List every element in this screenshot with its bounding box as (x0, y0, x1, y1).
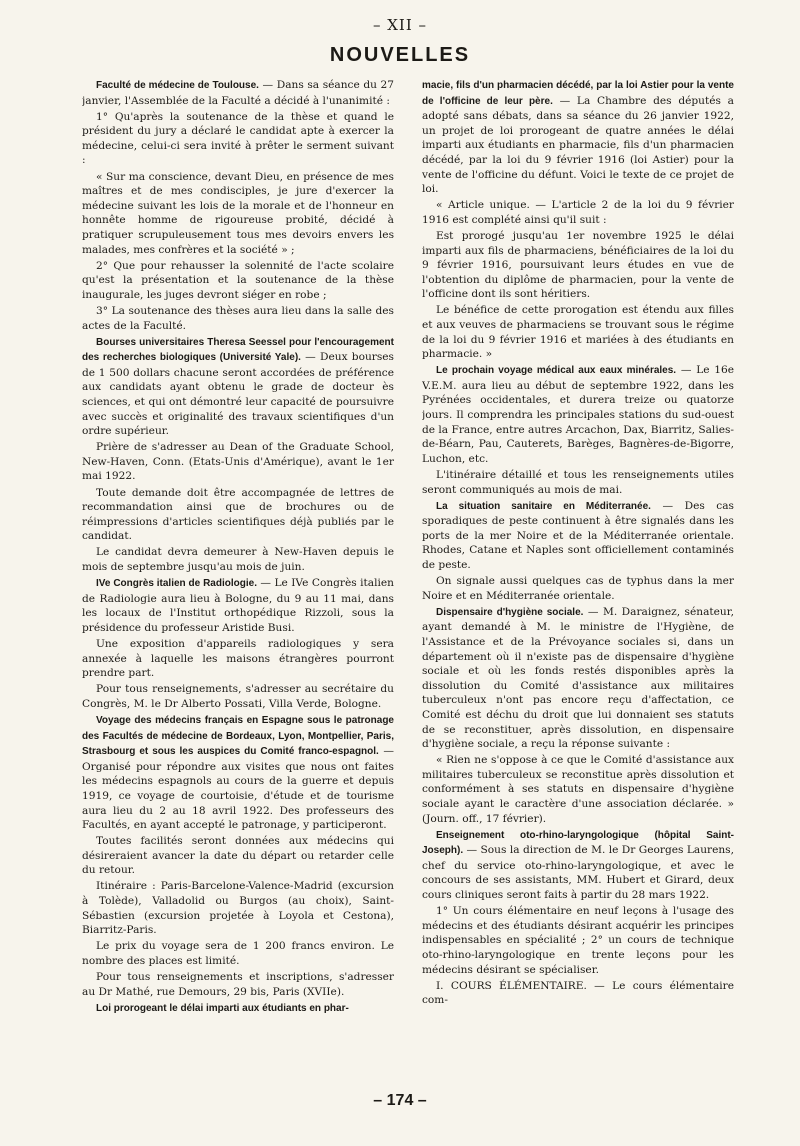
paragraph-text: — Deux bourses de 1 500 dollars chacune seront accordées de préférence aux candidats ayant obtenu le grade de docteur ès sciences, et qui ont démontré leur capacité de poursuivre avec succès et originalité des travaux scientifiques d'un ordre supérieur. (82, 351, 394, 438)
paragraph (82, 576, 394, 635)
paragraph (82, 1001, 394, 1017)
paragraph-text: 3° La soutenance des thèses aura lieu dans la salle des actes de la Faculté. (82, 304, 394, 332)
paragraph (422, 753, 734, 826)
paragraph-text: « Sur ma conscience, devant Dieu, en présence de mes maîtres et de mes condisciples, je jure d'exercer la médecine suivant les lois de la morale et de l'honneur en honnête homme de rigoureuse probité, décidé à pratiquer scrupuleusement tous mes devoirs envers les malades, mes confrères et la société » ; (82, 170, 394, 256)
paragraph (82, 259, 394, 303)
paragraph-text: Une exposition d'appareils radiologiques y sera annexée à laquelle les maisons étrangères pourront prendre part. (82, 637, 394, 680)
paragraph (422, 363, 734, 466)
paragraph (82, 486, 394, 544)
paragraph-text: 1° Un cours élémentaire en neuf leçons à l'usage des médecins et des étudiants désirant acquérir les principes indispensables en spécialité ; 2° un cours de technique oto-rhino-laryngologique en trente leçons pour les médecins désirant se spécialiser. (422, 905, 734, 976)
paragraph (422, 78, 734, 197)
paragraph-text: Pour tous renseignements et inscriptions, s'adresser au Dr Mathé, rue Demours, 29 bis, Paris (XVIIe). (82, 971, 394, 998)
paragraph (82, 637, 394, 681)
paragraph (82, 304, 394, 333)
paragraph (422, 574, 734, 603)
article-title: La situation sanitaire en Méditerranée. (436, 500, 651, 512)
paragraph-text: — Dans sa séance du 27 janvier, l'Assemblée de la Faculté a décidé à l'unanimité : (82, 79, 394, 107)
article-title: macie, fils d'un pharmacien décédé, par la loi Astier pour la vente de l'officine de leur père. (422, 80, 734, 107)
paragraph (422, 303, 734, 361)
paragraph (82, 970, 394, 999)
paragraph-text: Prière de s'adresser au Dean of the Graduate School, New-Haven, Conn. (Etats-Unis d'Amérique), avant le 1er mai 1922. (82, 441, 394, 483)
paragraph (82, 713, 394, 833)
paragraph-text: — La Chambre des députés a adopté sans débats, dans sa séance du 26 janvier 1922, un projet de loi prorogeant de quatre années le délai imparti aux étudiants en pharmacie, fils d'un pharmacien décédé, par la loi du 9 février 1916 (loi Astier) pour la vente de l'officine du défunt. Voici le texte de ce projet de loi. (422, 94, 734, 196)
paragraph-text: L'itinéraire détaillé et tous les renseignements utiles seront communiqués au mois de mai. (422, 468, 734, 496)
paragraph-text: — Des cas sporadiques de peste continuent à être signalés dans les ports de la mer Noire et de la Méditerranée orientale. Rhodes, Catane et Naples sont officiellement contaminés de peste. (422, 499, 734, 571)
paragraph (422, 828, 734, 903)
paragraph-text: Pour tous renseignements, s'adresser au secrétaire du Congrès, M. le Dr Alberto Possati, Villa Verde, Bologne. (82, 683, 394, 710)
paragraph-text: Toute demande doit être accompagnée de lettres de recommandation ainsi que de brochures ou de réimpressions d'articles scientifiques déjà publiés par le candidat. (82, 486, 394, 543)
page-number-roman: – XII – (372, 16, 428, 34)
section-heading: NOUVELLES (329, 44, 471, 66)
paragraph (422, 979, 734, 1008)
paragraph (82, 170, 394, 258)
paragraph-text: « Article unique. — L'article 2 de la loi du 9 février 1916 est complété ainsi qu'il suit : (422, 199, 734, 226)
paragraph (422, 904, 734, 977)
paragraph (82, 440, 394, 484)
paragraph-text: 1° Qu'après la soutenance de la thèse et quand le président du jury a déclaré le candidat apte à exercer la médecine, celui-ci sera invité à prêter le serment suivant : (82, 110, 394, 167)
paragraph (82, 335, 394, 439)
article-title: Loi prorogeant le délai imparti aux étudiants en phar- (96, 1002, 349, 1014)
paragraph (82, 834, 394, 878)
paragraph-text: « Rien ne s'oppose à ce que le Comité d'assistance aux militaires tuberculeux se reconstitue après dissolution et conformément à ses statuts en dispensaire d'hygiène sociale ayant le caractère d'une association déclarée. » (Journ. off., 17 février). (422, 754, 734, 825)
paragraph-text: Toutes facilités seront données aux médecins qui désireraient avancer la date du départ ou retarder celle du retour. (82, 835, 394, 877)
paragraph (82, 78, 394, 108)
paragraph (82, 110, 394, 168)
paragraph-text: Itinéraire : Paris-Barcelone-Valence-Madrid (excursion à Tolède), Valladolid ou Burgos (au choix), Saint-Sébastien (excursion projetée à Loyola et Cestona), Biarritz-Paris. (82, 880, 394, 937)
paragraph-text: — Organisé pour répondre aux visites que nous ont faites les médecins espagnols au cours de la guerre et depuis 1919, ce voyage de courtoisie, d'étude et de tourisme aura lieu du 2 au 18 avril 1922. Des professeurs des Facultés, en ayant accepté le patronage, y participeront. (82, 745, 394, 832)
paragraph-text: — Le IVe Congrès italien de Radiologie aura lieu à Bologne, du 9 au 11 mai, dans les locaux de l'Institut orthopédique Rizzoli, sous la présidence du professeur Aristide Busi. (82, 577, 394, 634)
paragraph-text: I. COURS ÉLÉMENTAIRE. — Le cours élémentaire com- (422, 979, 734, 1007)
paragraph-text: Le candidat devra demeurer à New-Haven depuis le mois de septembre jusqu'au mois de juin. (82, 546, 394, 573)
paragraph-text: — Sous la direction de M. le Dr Georges Laurens, chef du service oto-rhino-laryngologique, et avec le concours de ses assistants, MM. Hubert et Girard, deux cours cliniques seront faits à partir du 28 mars 1922. (422, 844, 734, 902)
page-number-arabic: – 174 – (373, 1092, 427, 1109)
paragraph-text: Le bénéfice de cette prorogation est étendu aux filles et aux veuves de pharmaciens se trouvant sous le régime de la loi du 9 février 1916 et mariées à des étudiants en pharmacie. » (422, 304, 734, 361)
paragraph (422, 198, 734, 227)
paragraph (422, 468, 734, 497)
paragraph (82, 682, 394, 711)
paragraph-text: — Le 16e V.E.M. aura lieu au début de septembre 1922, dans les Pyrénées occidentales, et durera treize ou quatorze jours. Il comprendra les principales stations du sud-ouest de la France, entre autres Arcachon, Dax, Biarritz, Salies-de-Béarn, Pau, Cauterets, Barèges, Bagnères-de-Bigorre, Luchon, etc. (422, 364, 734, 465)
article-title: Le prochain voyage médical aux eaux minérales. (436, 365, 677, 377)
paragraph (82, 545, 394, 574)
paragraph-text: Le prix du voyage sera de 1 200 francs environ. Le nombre des places est limité. (82, 940, 394, 967)
right-column (422, 78, 734, 1083)
article-title: Enseignement oto-rhino-laryngologique (hôpital Saint-Joseph). (422, 829, 734, 857)
paragraph-text: On signale aussi quelques cas de typhus dans la mer Noire et en Méditerranée orientale. (422, 575, 734, 602)
paragraph (422, 229, 734, 302)
article-title: IVe Congrès italien de Radiologie. (96, 578, 257, 590)
paragraph (422, 605, 734, 752)
paragraph-text: — M. Daraignez, sénateur, ayant demandé à M. le ministre de l'Hygiène, de l'Assistance et de la Prévoyance sociales si, dans un département où il n'existe pas de dispensaire d'hygiène sociale et où les fonds restés disponibles après la dissolution du Comité d'assistance aux militaires tuberculeux n'ont pas encore reçu d'affectation, ce Comité est déchu du droit que lui donnaient ses statuts de se reconstituer, après dissolution, en dispensaire d'hygiène sociale, a reçu la réponse suivante : (422, 605, 734, 751)
article-title: Bourses universitaires Theresa Seessel pour l'encouragement des recherches biologiques (Université Yale). (82, 336, 394, 364)
article-title: Voyage des médecins français en Espagne sous le patronage des Facultés de médecine de Bordeaux, Lyon, Montpellier, Paris, Strasbourg et sous les auspices du Comité franco-espagnol. (82, 714, 394, 758)
article-title: Dispensaire d'hygiène sociale. (436, 606, 584, 618)
paragraph (82, 939, 394, 968)
article-title: Faculté de médecine de Toulouse. (96, 80, 259, 91)
paragraph-text: Est prorogé jusqu'au 1er novembre 1925 le délai imparti aux fils de pharmaciens, bénéficiaires de la loi du 9 février 1916, poursuivant leurs études en vue de l'obtention du diplôme de pharmacien, pour la vente de l'officine dont ils sont héritiers. (422, 229, 734, 301)
paragraph (422, 499, 734, 573)
paragraph-text: 2° Que pour rehausser la solennité de l'acte scolaire qu'est la présentation et la soutenance de la thèse inaugurale, les juges devront siéger en robe ; (82, 259, 394, 301)
paragraph (82, 879, 394, 937)
left-column (82, 78, 394, 1083)
